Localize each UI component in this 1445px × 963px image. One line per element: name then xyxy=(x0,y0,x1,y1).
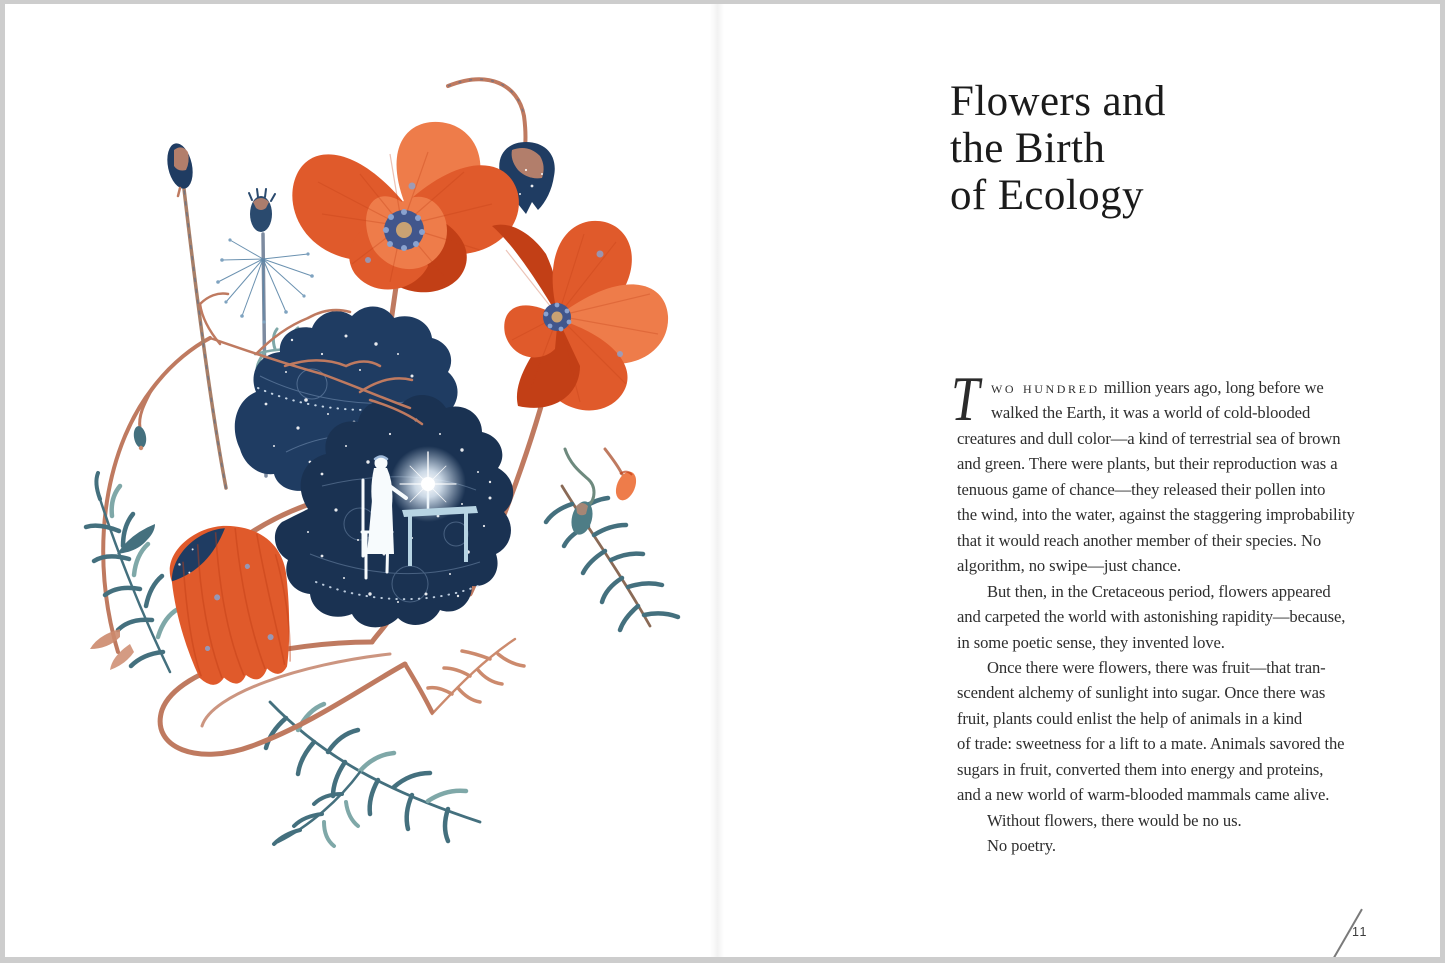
poppy-flower-side xyxy=(492,221,668,411)
body-text-line: algorithm, no swipe—just chance. xyxy=(957,556,1181,576)
body-text-line: creatures and dull color—a kind of terrestrial sea of brown xyxy=(957,428,1341,448)
body-text-line: of trade: sweetness for a lift to a mate. Animals savored the xyxy=(957,734,1345,754)
body-text-line: tenuous game of chance—they released their pollen into xyxy=(957,479,1326,499)
body-text-line: walked the Earth, it was a world of cold-blooded xyxy=(991,403,1311,423)
body-text-line: and a new world of warm-blooded mammals came alive. xyxy=(957,785,1330,805)
small-caps-text: wo hundred xyxy=(991,378,1100,397)
left-page xyxy=(5,4,718,957)
chapter-title xyxy=(950,78,1166,219)
body-text-line: the wind, into the water, against the staggering improbability xyxy=(957,505,1355,525)
poppy-flower-front xyxy=(292,122,519,292)
body-text-line: Without flowers, there would be no us. xyxy=(987,810,1242,830)
chapter-title-line: the Birth xyxy=(950,125,1106,172)
fern-leaf-right xyxy=(546,486,678,630)
chapter-title-line: of Ecology xyxy=(950,172,1144,219)
body-text-lines xyxy=(957,400,1387,858)
chapter-body-text xyxy=(951,363,1387,859)
page-number: 11 xyxy=(1352,925,1368,939)
chapter-title-line: Flowers and xyxy=(950,78,1166,125)
drop-cap: T xyxy=(951,363,980,434)
body-text-line: in some poetic sense, they invented love. xyxy=(957,632,1225,652)
body-text: million years ago, long before we xyxy=(1099,378,1324,397)
body-text-line: But then, in the Cretaceous period, flowers appeared xyxy=(987,581,1331,601)
body-text-line: sugars in fruit, converted them into energy and proteins, xyxy=(957,759,1324,779)
small-drooping-bud xyxy=(132,425,148,450)
botanical-illustration xyxy=(60,54,710,854)
body-text-line: No poetry. xyxy=(987,836,1056,856)
body-text-line: fruit, plants could enlist the help of animals in a kind xyxy=(957,708,1303,728)
poppy-bud-on-stalk xyxy=(163,141,196,196)
body-text-line: Once there were flowers, there was fruit—that tran- xyxy=(987,657,1326,677)
body-text-line: and green. There were plants, but their reproduction was a xyxy=(957,454,1338,474)
small-buds xyxy=(565,449,640,537)
body-text-line: scendent alchemy of sunlight into sugar. Once there was xyxy=(957,683,1326,703)
fern-leaf-salmon xyxy=(428,639,524,714)
body-text-line: that it would reach another member of their species. No xyxy=(957,530,1322,550)
body-text-line: and carpeted the world with astonishing rapidity—because, xyxy=(957,607,1346,627)
